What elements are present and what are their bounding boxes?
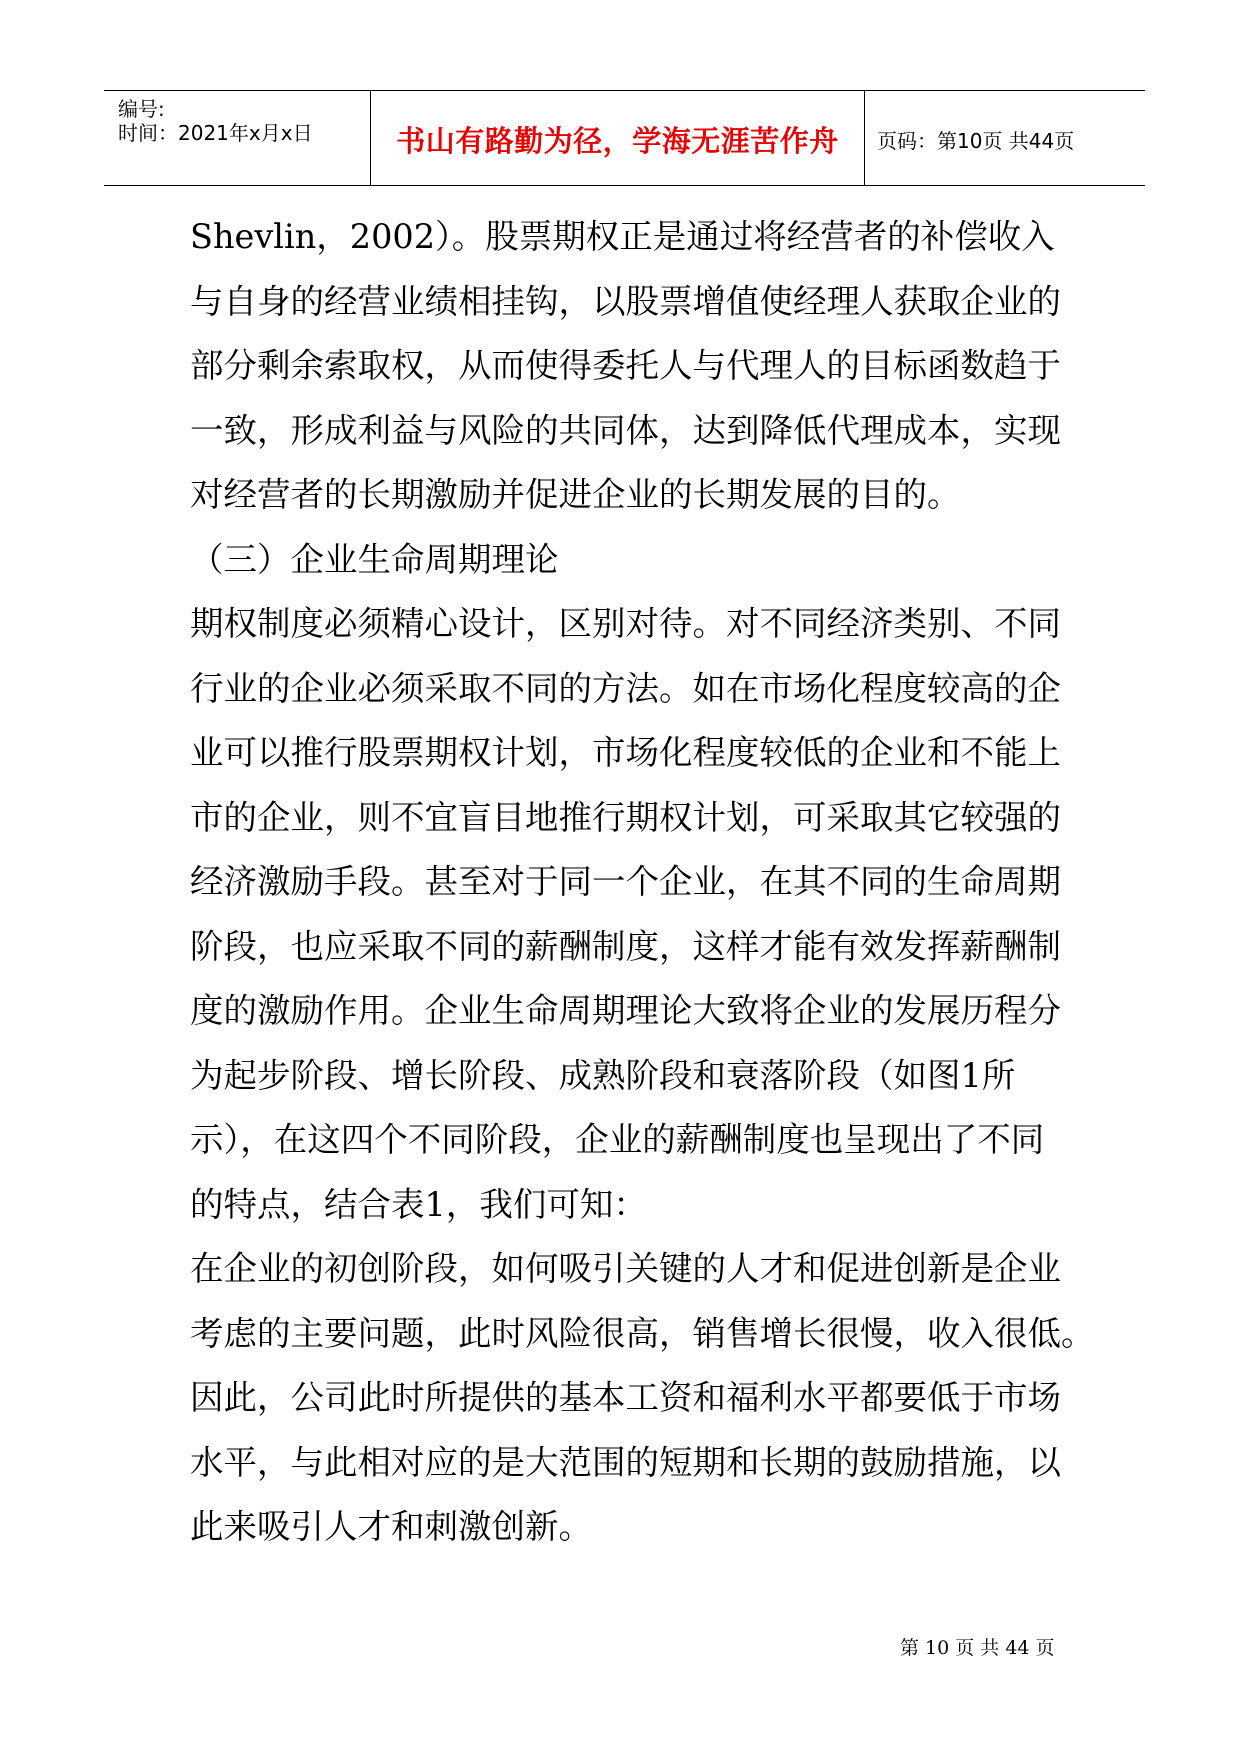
text-line: 考虑的主要问题，此时风险很高，销售增长很慢，收入很低。	[190, 1313, 1095, 1353]
header-motto: 书山有路勤为径，学海无涯苦作舟	[396, 124, 839, 158]
text-line: 水平，与此相对应的是大范围的短期和长期的鼓励措施，以	[190, 1442, 1061, 1482]
text-line: 示），在这四个不同阶段，企业的薪酬制度也呈现出了不同	[190, 1120, 1045, 1159]
header-page-info: 页码：第10页 共44页	[877, 129, 1075, 153]
text-line: 度的激励作用。企业生命周期理论大致将企业的发展历程分	[190, 991, 1061, 1030]
header-meta-cell	[104, 91, 370, 185]
header-motto-cell	[370, 91, 865, 185]
document-body	[190, 205, 1095, 1560]
text-line: 为起步阶段、增长阶段、成熟阶段和衰落阶段（如图1所	[190, 1055, 1016, 1095]
document-header	[104, 90, 1145, 186]
text-line: 的特点，结合表1，我们可知：	[190, 1184, 647, 1224]
document-time: 时间：2021年x月x日	[118, 121, 313, 145]
document-number-label: 编号:	[118, 97, 165, 121]
text-line: 期权制度必须精心设计，区别对待。对不同经济类别、不同	[190, 604, 1061, 643]
text-line: 因此，公司此时所提供的基本工资和福利水平都要低于市场	[190, 1378, 1061, 1417]
text-line: 市的企业，则不宜盲目地推行期权计划，可采取其它较强的	[190, 797, 1061, 837]
text-line: 部分剩余索取权，从而使得委托人与代理人的目标函数趋于	[190, 346, 1061, 385]
text-line: Shevlin，2002）。股票期权正是通过将经营者的补偿收入	[190, 217, 1055, 256]
text-line: 业可以推行股票期权计划，市场化程度较低的企业和不能上	[190, 733, 1061, 772]
text-line: 与自身的经营业绩相挂钩，以股票增值使经理人获取企业的	[190, 281, 1061, 321]
section-heading: （三）企业生命周期理论	[190, 539, 559, 579]
text-line: 此来吸引人才和刺激创新。	[190, 1507, 592, 1546]
text-line: 一致，形成利益与风险的共同体，达到降低代理成本，实现	[190, 410, 1061, 450]
text-line: 经济激励手段。甚至对于同一个企业，在其不同的生命周期	[190, 862, 1061, 901]
text-line: 在企业的初创阶段，如何吸引关键的人才和促进创新是企业	[190, 1249, 1061, 1288]
text-line: 对经营者的长期激励并促进企业的长期发展的目的。	[190, 475, 961, 514]
text-line: 行业的企业必须采取不同的方法。如在市场化程度较高的企	[190, 668, 1061, 708]
page-footer: 第 10 页 共 44 页	[900, 1637, 1055, 1659]
text-line: 阶段，也应采取不同的薪酬制度，这样才能有效发挥薪酬制	[190, 926, 1061, 966]
header-page-cell	[863, 91, 1145, 185]
